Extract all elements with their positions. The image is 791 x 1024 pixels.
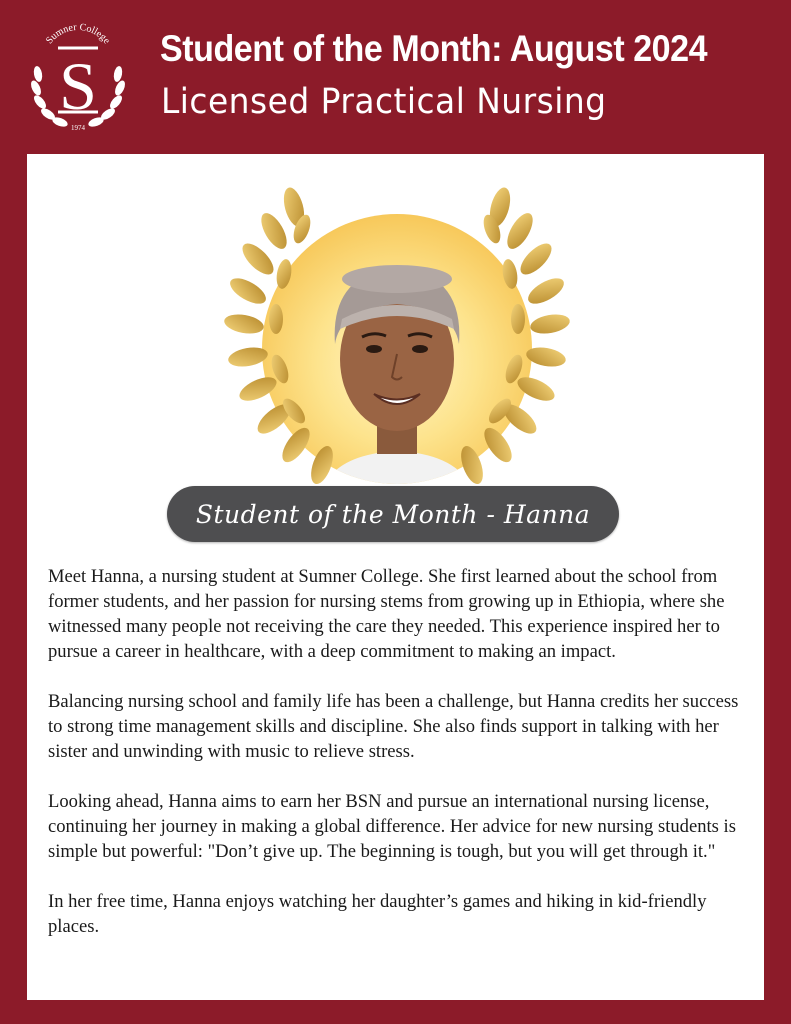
logo-letter: S — [59, 48, 97, 124]
paragraph: Meet Hanna, a nursing student at Sumner College. She first learned about the school from former students, and her passion for nursing stems from growing up in Ethiopia, where she witnessed many people not receiving the care they needed. This experience inspired her to pursue a career in healthcare, with a deep commitment to making an impact. — [48, 566, 725, 662]
svg-text:Sumner College: Sumner College — [44, 21, 113, 47]
page-title: Student of the Month: August 2024 — [160, 28, 708, 69]
article-body — [48, 564, 748, 964]
paragraph: Looking ahead, Hanna aims to earn her BSN and pursue an international nursing license, continuing her journey in making a global difference. Her advice for new nursing students is simple but powerful: "Don’t give up. The beginning is tough, but you will get through it." — [48, 791, 736, 862]
sumner-college-logo — [22, 18, 134, 134]
student-of-month-banner: Student of the Month - Hanna — [167, 486, 619, 542]
header — [0, 0, 791, 152]
portrait-with-laurels — [202, 179, 592, 489]
paragraph: Balancing nursing school and family life has been a challenge, but Hanna credits her success to strong time management skills and discipline. She also finds support in talking with her sister and unwinding with music to relieve stress. — [48, 691, 739, 762]
page-subtitle: Licensed Practical Nursing — [161, 82, 607, 122]
content-card — [27, 154, 764, 1000]
paragraph: In her free time, Hanna enjoys watching her daughter’s games and hiking in kid-friendly places. — [48, 891, 707, 937]
logo-year: 1974 — [71, 124, 85, 132]
